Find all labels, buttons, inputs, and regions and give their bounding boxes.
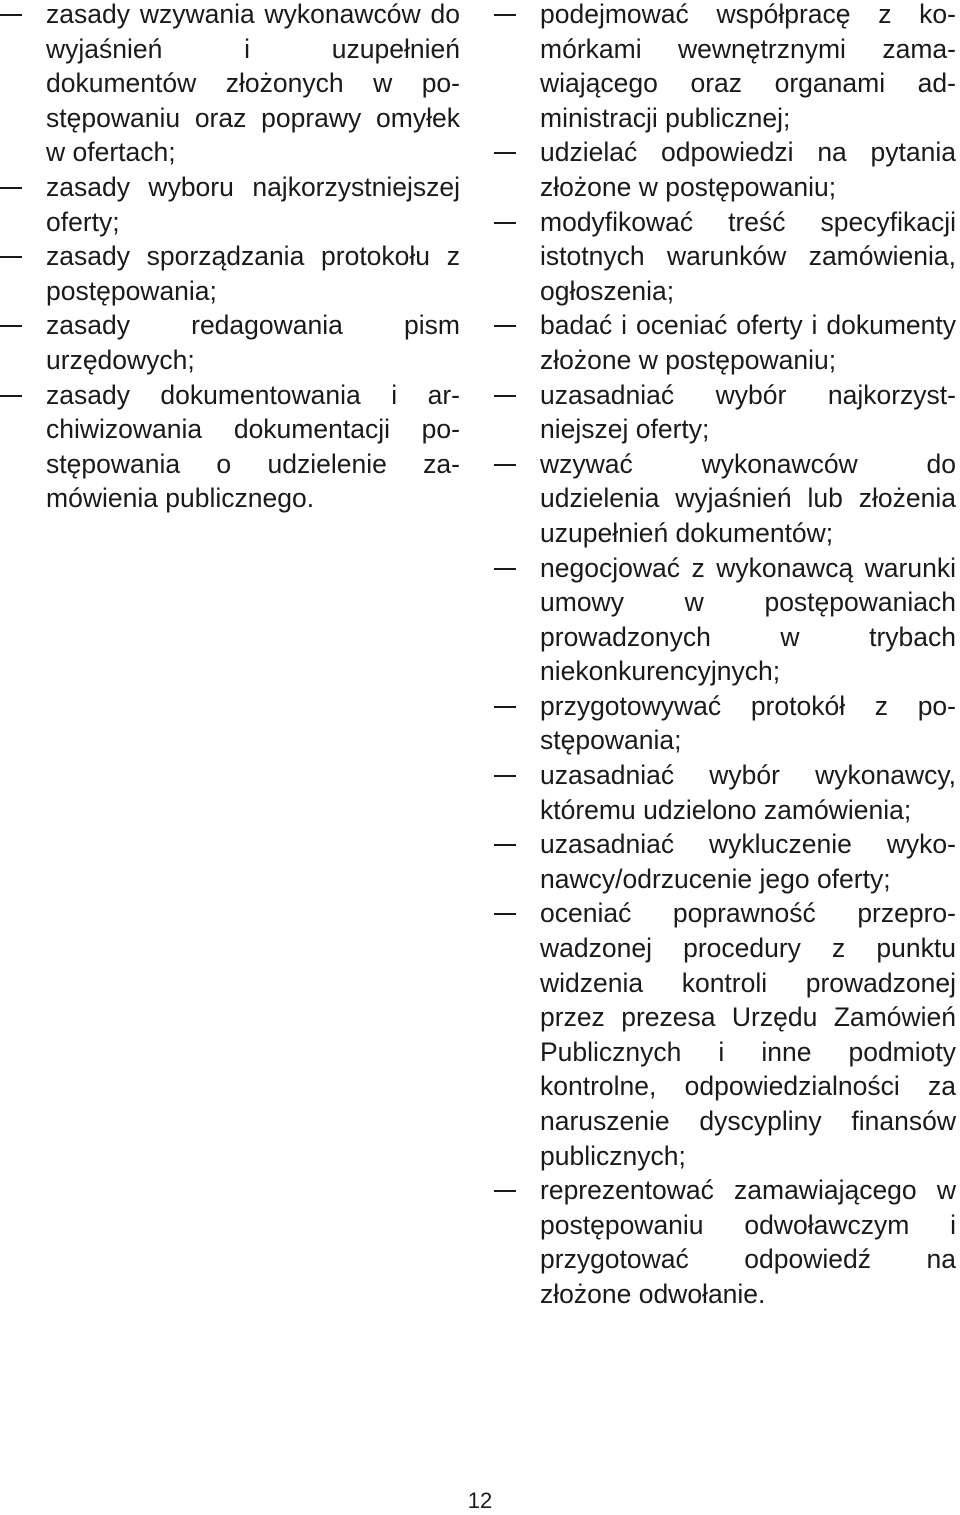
list-item-text: uzasadniać wykluczenie wykonawcy/odrzucenie jego oferty; <box>540 829 956 894</box>
dash-bullet <box>0 395 22 397</box>
list-item <box>0 308 460 377</box>
dash-bullet <box>494 913 516 915</box>
list-item-text: modyfikować treść specyfikacji istotnych warunków zamówienia, ogłoszenia; <box>540 206 956 306</box>
dash-bullet <box>494 844 516 846</box>
list-item-text: udzielać odpowiedzi na pytania złożone w postępowaniu; <box>540 137 956 202</box>
list-item <box>494 135 956 204</box>
dash-bullet <box>0 256 22 258</box>
list-item-text: przygotowywać protokół z postępowania; <box>540 690 956 756</box>
list-item-text: zasady redagowania pism urzędowych; <box>46 310 460 375</box>
list-item <box>0 0 460 170</box>
list-item-text: negocjować z wykonawcą warunki umowy w postępowaniach prowadzonych w trybach niekonkurencyjnych; <box>540 552 956 687</box>
dash-bullet <box>0 187 22 189</box>
list-item <box>494 0 956 135</box>
list-item-text: uzasadniać wybór wykonawcy, któremu udzielono zamówienia; <box>540 760 956 825</box>
list-item-text: zasady sporządzania protokołu z postępowania; <box>46 241 460 306</box>
list-item-text: oceniać poprawność przeprowadzonej procedury z punktu widzenia kontroli prowadzonej przez prezesa Urzędu Zamówień Publicznych i inne podmioty kontrolne, odpowiedzialności za naruszenie dyscypliny finansów publicznych; <box>540 898 956 1171</box>
list-item <box>494 308 956 377</box>
list-item <box>494 827 956 896</box>
page-number: 12 <box>467 1488 493 1513</box>
dash-bullet <box>494 568 516 570</box>
list-item-text: zasady wzywania wykonawców do wyjaśnień i uzupełnień dokumentów złożonych w postępowaniu oraz poprawy omyłek w ofertach; <box>46 0 460 168</box>
list-item <box>494 447 956 551</box>
list-item <box>0 378 460 516</box>
list-item-text: zasady dokumentowania i archiwizowania dokumentacji postępowania o udzielenie zamówienia publicznego. <box>46 379 460 514</box>
dash-bullet <box>494 1190 516 1192</box>
dash-bullet <box>494 706 516 708</box>
dash-bullet <box>494 152 516 154</box>
list-item-text: reprezentować zamawiającego w postępowaniu odwoławczym i przygotować odpowiedź na złożone odwołanie. <box>540 1175 956 1309</box>
dash-bullet <box>0 14 22 16</box>
dash-bullet <box>0 325 22 327</box>
list-item-text: zasady wyboru najkorzystniejszej oferty; <box>46 171 460 237</box>
list-item-text: wzywać wykonawców do udzielenia wyjaśnień lub złożenia uzupełnień dokumentów; <box>540 448 956 548</box>
dash-bullet <box>494 325 516 327</box>
dash-bullet <box>494 222 516 224</box>
left-column-list <box>0 0 460 516</box>
dash-bullet <box>494 464 516 466</box>
list-item <box>494 378 956 447</box>
list-item-text: podejmować współpracę z komórkami wewnętrznymi zamawiającego oraz organami administracji publicznej; <box>540 0 956 133</box>
list-item <box>0 239 460 308</box>
list-item <box>494 896 956 1173</box>
list-item <box>494 551 956 689</box>
list-item-text: uzasadniać wybór najkorzystniejszej oferty; <box>540 379 956 445</box>
dash-bullet <box>494 14 516 16</box>
list-item <box>0 170 460 239</box>
list-item-text: badać i oceniać oferty i dokumenty złożone w postępowaniu; <box>540 310 956 375</box>
dash-bullet <box>494 395 516 397</box>
list-item <box>494 1173 956 1311</box>
right-column-list <box>494 0 956 1312</box>
list-item <box>494 689 956 758</box>
dash-bullet <box>494 775 516 777</box>
list-item <box>494 758 956 827</box>
list-item <box>494 205 956 309</box>
